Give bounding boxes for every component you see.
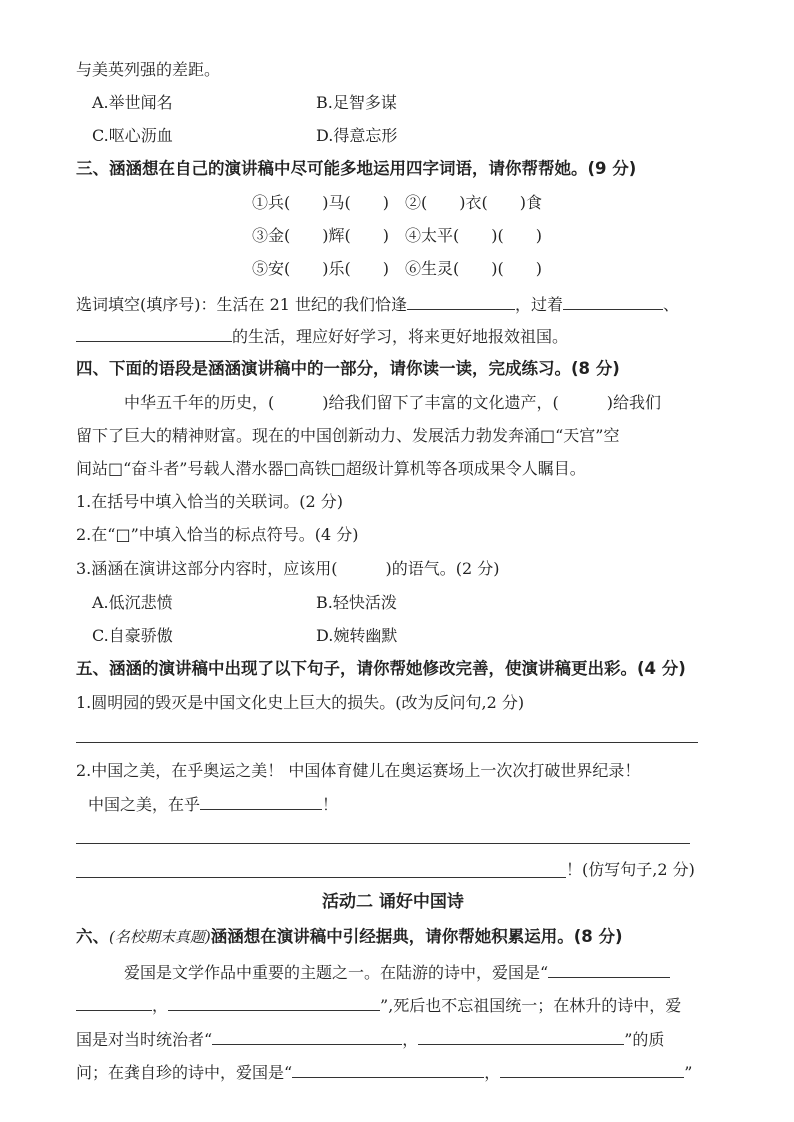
passage-text: ”的质 [624,1030,665,1049]
answer-blank[interactable] [212,1027,402,1045]
passage-text: 国是对当时统治者“ [76,1030,213,1049]
question: 2.中国之美，在乎奥运之美！ 中国体育健儿在奥运赛场上一次次打破世界纪录！ [76,761,641,780]
text-line: 与美英列强的差距。 [76,60,221,79]
question: 1.圆明园的毁灭是中国文化史上巨大的损失。(改为反问句,2 分) [76,693,525,712]
fill-text: 、 [663,295,680,314]
section-4-heading: 四、下面的语段是涵涵演讲稿中的一部分，请你读一读，完成练习。(8 分) [76,359,620,378]
fill-text: 的生活，理应好好学习，将来更好地报效祖国。 [232,327,569,346]
fill-in-line [88,792,338,816]
option-b: B.足智多谋 [316,93,397,112]
option-c: C.自豪骄傲 [92,626,173,645]
passage-line [76,993,681,1017]
heading-number: 六、 [76,927,109,946]
passage-text: ， [484,1063,501,1082]
option-a: A.低沉悲愤 [92,593,173,612]
answer-blank[interactable] [168,993,380,1011]
passage-text: 爱国是文学作品中重要的主题之一。在陆游的诗中，爱国是“ [124,963,549,982]
question: 1.在括号中填入恰当的关联词。(2 分) [76,492,344,511]
option-d: D.得意忘形 [316,126,398,145]
answer-blank[interactable] [200,792,322,810]
section-6-heading [76,926,623,948]
answer-blank[interactable] [563,292,663,310]
activity-title: 活动二 诵好中国诗 [322,892,464,912]
answer-line[interactable] [76,742,698,743]
passage-line [76,1060,692,1084]
source-tag: (名校期末真题) [109,928,211,946]
passage-line [124,960,670,984]
answer-blank[interactable] [548,960,670,978]
passage-text: ” [684,1063,693,1082]
answer-blank[interactable] [500,1060,684,1078]
answer-blank[interactable] [76,993,152,1011]
question: 2.在“□”中填入恰当的标点符号。(4 分) [76,525,359,544]
answer-line[interactable] [76,843,690,844]
answer-note: ！(仿写句子,2 分) [566,860,695,879]
section-5-heading: 五、涵涵的演讲稿中出现了以下句子，请你帮她修改完善，使演讲稿更出彩。(4 分) [76,659,686,678]
option-b: B.轻快活泼 [316,593,397,612]
fill-text: 中国之美，在乎 [88,795,201,814]
answer-blank[interactable] [407,292,515,310]
passage-line: 中华五千年的历史，( )给我们留下了丰富的文化遗产，( )给我们 [124,393,661,412]
passage-text: 问；在龚自珍的诗中，爱国是“ [76,1063,293,1082]
question: 3.涵涵在演讲这部分内容时，应该用( )的语气。(2 分) [76,559,500,578]
option-d: D.婉转幽默 [316,626,398,645]
answer-blank[interactable] [418,1027,624,1045]
passage-line [76,1027,664,1051]
fill-text: ，过着 [515,295,564,314]
answer-line[interactable] [76,877,566,878]
option-a: A.举世闻名 [92,93,173,112]
passage-text: ， [152,996,169,1015]
fill-text: 选词填空(填序号)：生活在 21 世纪的我们恰逢 [76,295,408,314]
fill-in-line [76,324,568,348]
answer-blank[interactable] [76,324,232,342]
section-3-heading: 三、涵涵想在自己的演讲稿中尽可能多地运用四字词语，请你帮帮她。(9 分) [76,159,637,178]
passage-text: ， [402,1030,419,1049]
passage-line: 留下了巨大的精神财富。现在的中国创新动力、发展活力勃发奔涌□“天宫”空 [76,426,620,445]
idiom-row: ⑤安( )乐( ) ⑥生灵( )( ) [252,259,542,278]
idiom-row: ①兵( )马( ) ②( )衣( )食 [252,193,542,212]
passage-line: 间站□“奋斗者”号载人潜水器□高铁□超级计算机等各项成果令人瞩目。 [76,459,586,478]
passage-text: ”,死后也不忘祖国统一；在林升的诗中，爱 [380,996,682,1015]
answer-blank[interactable] [292,1060,484,1078]
option-c: C.呕心沥血 [92,126,173,145]
idiom-row: ③金( )辉( ) ④太平( )( ) [252,226,542,245]
fill-in-line [76,292,679,316]
fill-text: ！ [322,795,339,814]
heading-text: 涵涵想在演讲稿中引经据典，请你帮她积累运用。(8 分) [210,927,623,946]
